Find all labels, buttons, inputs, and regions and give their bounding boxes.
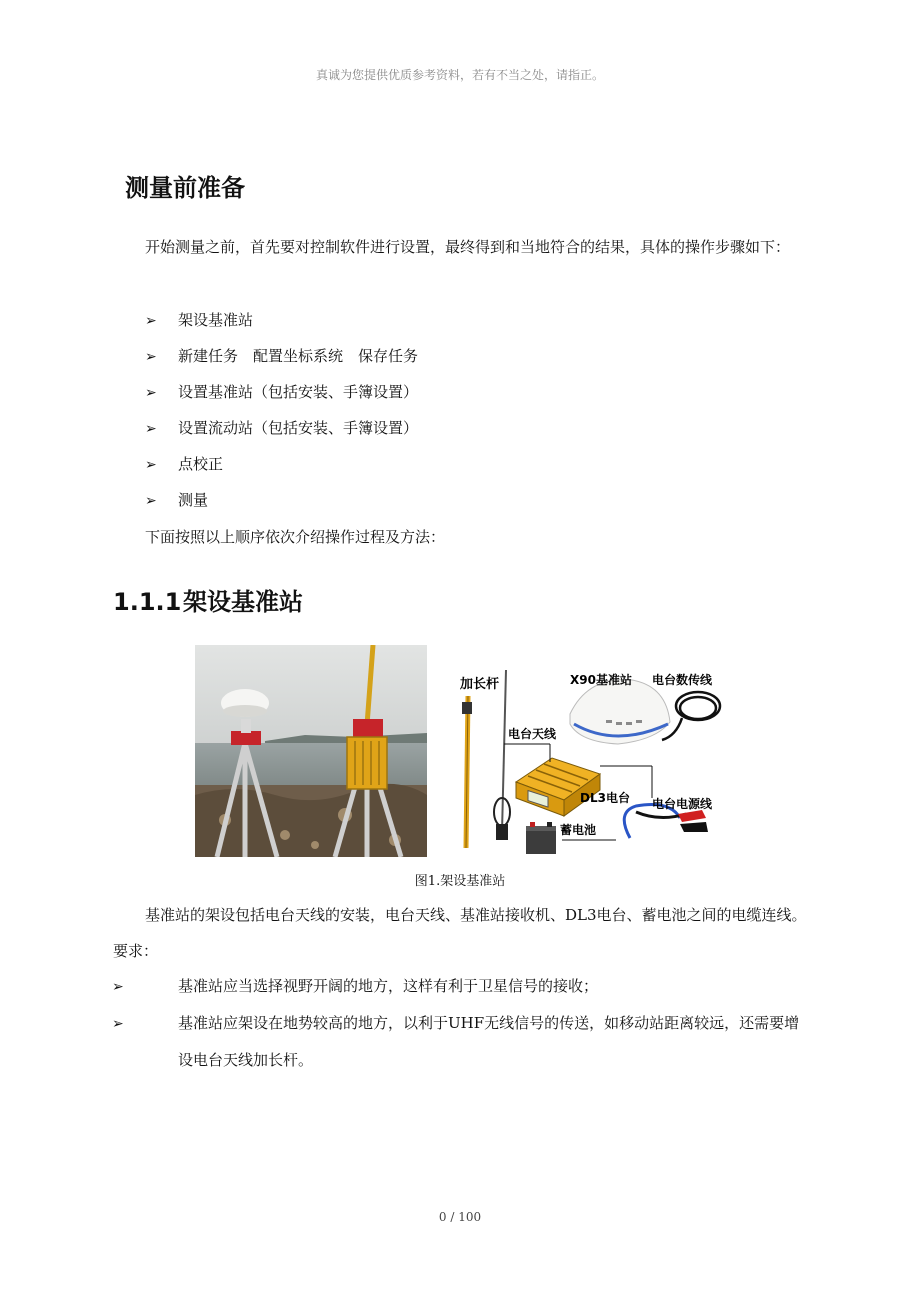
- section-heading: [113, 582, 303, 617]
- step-list: [145, 302, 418, 518]
- radio-antenna: [502, 670, 506, 832]
- label-power-cable: 电台电源线: [652, 797, 713, 811]
- label-base: X90基准站: [570, 673, 632, 687]
- step-label: 新建任务 配置坐标系统 保存任务: [178, 347, 419, 365]
- equipment-diagram: [440, 662, 740, 862]
- requirement-text: 基准站应架设在地势较高的地方，以利于UHF无线信号的传送，如移动站距离较远，还需要增设电台天线加长杆。: [178, 1014, 800, 1069]
- list-item: [145, 446, 418, 482]
- header-note: 真诚为您提供优质参考资料，若有不当之处，请指正。: [315, 68, 604, 82]
- base-receiver: [570, 680, 670, 744]
- list-item: [145, 374, 418, 410]
- step-label: 点校正: [178, 455, 224, 473]
- label-pole: 加长杆: [460, 677, 500, 692]
- arrow-bullet-icon: ➢: [112, 1016, 124, 1032]
- body-paragraph: 基准站的架设包括电台天线的安装，电台天线、基准站接收机、DL3电台、蓄电池之间的电缆连线。要求：: [113, 906, 807, 960]
- intro-paragraph: 开始测量之前，首先要对控制软件进行设置，最终得到和当地符合的结果，具体的操作步骤如下：: [145, 238, 791, 256]
- arrow-bullet-icon: ➢: [145, 349, 157, 365]
- after-steps-text: 下面按照以上顺序依次介绍操作过程及方法：: [145, 528, 446, 546]
- arrow-bullet-icon: ➢: [145, 457, 157, 473]
- arrow-bullet-icon: ➢: [145, 493, 157, 509]
- requirement-list: [112, 968, 805, 1078]
- page-number: 0 / 100: [438, 1210, 482, 1224]
- label-radio: DL3电台: [580, 791, 630, 805]
- label-battery: 蓄电池: [560, 823, 597, 837]
- step-label: 设置流动站（包括安装、手簿设置）: [178, 419, 419, 437]
- list-item: [145, 482, 418, 518]
- label-antenna: 电台天线: [508, 727, 557, 741]
- base-station-photo: [195, 645, 427, 857]
- arrow-bullet-icon: ➢: [145, 313, 157, 329]
- list-item: [145, 302, 418, 338]
- figure-caption: 图1.架设基准站: [414, 874, 506, 889]
- page-title: 测量前准备: [125, 174, 245, 202]
- step-label: 设置基准站（包括安装、手簿设置）: [178, 383, 419, 401]
- list-item: [112, 968, 805, 1005]
- section-number: 1.1.1: [113, 588, 182, 616]
- arrow-bullet-icon: ➢: [112, 979, 124, 995]
- arrow-bullet-icon: ➢: [145, 421, 157, 437]
- label-data-cable: 电台数传线: [652, 673, 713, 687]
- list-item: [112, 1005, 805, 1078]
- data-cable: [662, 692, 720, 740]
- battery: [526, 822, 556, 854]
- list-item: [145, 410, 418, 446]
- section-title: 架设基准站: [183, 588, 303, 616]
- requirement-text: 基准站应当选择视野开阔的地方，这样有利于卫星信号的接收；: [178, 977, 599, 995]
- list-item: [145, 338, 418, 374]
- arrow-bullet-icon: ➢: [145, 385, 157, 401]
- step-label: 测量: [178, 491, 209, 509]
- step-label: 架设基准站: [178, 311, 254, 329]
- dl3-radio: [516, 758, 600, 816]
